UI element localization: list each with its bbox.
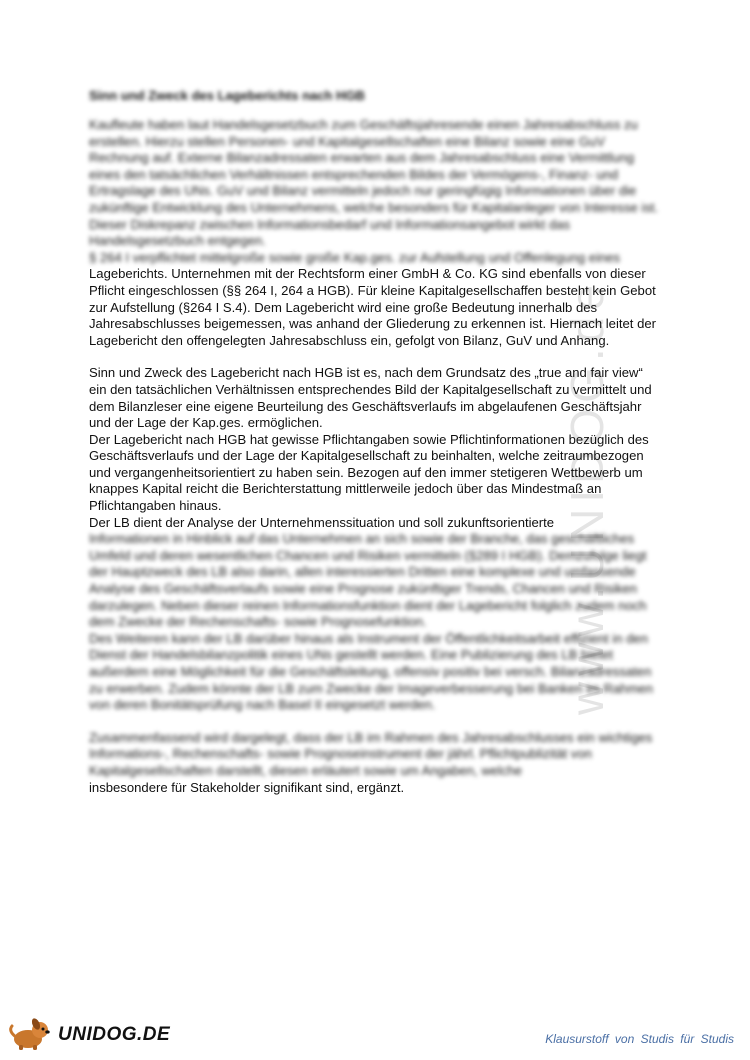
paragraph-5-blurred: Informationen in Hinblick auf das Unternehmen an sich sowie der Branche, das geschäftliches Umfeld und deren wesentlichen Chancen und Risiken vermitteln (§289 I HGB). Demzufolge liegt der Hauptzweck des LB also darin, allen interessierten Dritten eine komplexe und umfassende Analyse des Geschäftsverlaufs sowie eine Prognose zukünftiger Trends, Chancen und Risiken darzulegen. Neben dieser reinen Informationsfunktion dient der Lagebericht folglich zudem noch dem Zwecke der Rechenschafts- sowie Prognosefunktion. — [89, 531, 647, 630]
paragraph-1-blurred: Kaufleute haben laut Handelsgesetzbuch zum Geschäftsjahresende einen Jahresabschluss zu erstellen. Hierzu stellen Personen- und Kapitalgesellschaften eine Bilanz sowie eine GuV Rechnung auf. Externe Bilanzadressaten erwarten aus dem Jahresabschluss eine Vermittlung eines den tatsächlichen Verhältnissen entsprechenden Bildes der Vermögens-, Finanz- und Ertragslage des UNs. GuV und Bilanz vermitteln jedoch nur geringfügig Informationen über die zukünftige Entwicklung des Unternehmens, welche besonders für Kapitalanleger von Interesse ist. Dieser Diskrepanz zwischen Informationsbedarf und Informationsangebot wirkt das Handelsgesetzbuch entgegen. — [89, 117, 659, 249]
logo-text: UNIDOG.DE — [58, 1024, 171, 1045]
paragraph-7-visible-line: insbesondere für Stakeholder signifikant sind, ergänzt. — [89, 779, 405, 795]
paragraph-5-visible-line: Der LB dient der Analyse der Unternehmenssituation und soll zukunftsorientierte — [89, 514, 555, 530]
document-body — [89, 88, 661, 796]
paragraph-gap — [89, 349, 661, 365]
paragraph-7-blurred: Zusammenfassend wird dargelegt, dass der LB im Rahmen des Jahresabschlusses ein wichtiges Informations-, Rechenschafts- sowie Prognoseinstrument der jährl. Pflichtpublizität von Kapitalgesellschaften darstellt, diesen erläutert sowie um Angaben, welche — [89, 729, 653, 778]
watermark: www.UNIDOG.de — [561, 279, 613, 715]
paragraph-2-visible: Lageberichts. Unternehmen mit der Rechtsform einer GmbH & Co. KG sind ebenfalls von dieser Pflicht eingeschlossen (§§ 264 I, 264 a HGB). Für kleine Kapitalgesellschaffen besteht kein Gebot zur Aufstellung (§264 I S.4). Dem Lagebericht wird eine große Bedeutung innerhalb des Jahresabschlusses beigemessen, was anhand der Gliederung zu erkennen ist. Hiernach leitet der Lagebericht den offengelegten Jahresabschluss ein, gefolgt von Bilanz, GuV und Anhang. — [89, 266, 656, 348]
paragraph-6-blurred: Des Weiteren kann der LB darüber hinaus als Instrument der Öffentlichkeitsarbeit effizient in den Dienst der Handelsbilanzpolitik eines UNs gestellt werden. Eine Publizierung des LB bietet außerdem eine Möglichkeit für die Geschäftsleitung, offensiv positiv bei versch. Bilanzadressaten zu erwerben. Zudem könnte der LB zum Zwecke der Imageverbesserung bei Banken im Rahmen von deren Bonitätsprüfung nach Basel II eingesetzt werden. — [89, 630, 654, 713]
paragraph-2-blurred-line: § 264 I verpflichtet mittelgroße sowie große Kap.ges. zur Aufstellung und Offenlegung eines — [89, 249, 621, 265]
dog-icon — [6, 1017, 56, 1051]
document-title: Sinn und Zweck des Lageberichts nach HGB — [89, 88, 365, 103]
footer-tagline: Klausurstoff von Studis für Studis — [545, 1032, 734, 1046]
paragraph-gap — [89, 714, 661, 730]
paragraph-3: Sinn und Zweck des Lagebericht nach HGB ist es, nach dem Grundsatz des „true and fair view“ ein den tatsächlichen Verhältnissen entsprechendes Bild der Kapitalgesellschaft zu vermittelt und dem Bilanzleser eine eigene Beurteilung des Geschäftsverlaufs im abgelaufenen Geschäftsjahr und der Lage der Kap.ges. ermöglichen. — [89, 365, 652, 431]
paragraph-4: Der Lagebericht nach HGB hat gewisse Pflichtangaben sowie Pflichtinformationen bezüglich des Geschäftsverlaufs und der Lage der Kapitalgesellschaft zu beinhalten, welche zeitraumbezogen und vergangenheitsorientiert zu haben sein. Bezogen auf den immer stetigeren Wettbewerb um knappes Kapital reicht die Berichterstattung mittlerweile jedoch über das Mindestmaß an Pflichtangaben hinaus. — [89, 431, 649, 514]
unidog-logo[interactable] — [6, 1017, 171, 1051]
